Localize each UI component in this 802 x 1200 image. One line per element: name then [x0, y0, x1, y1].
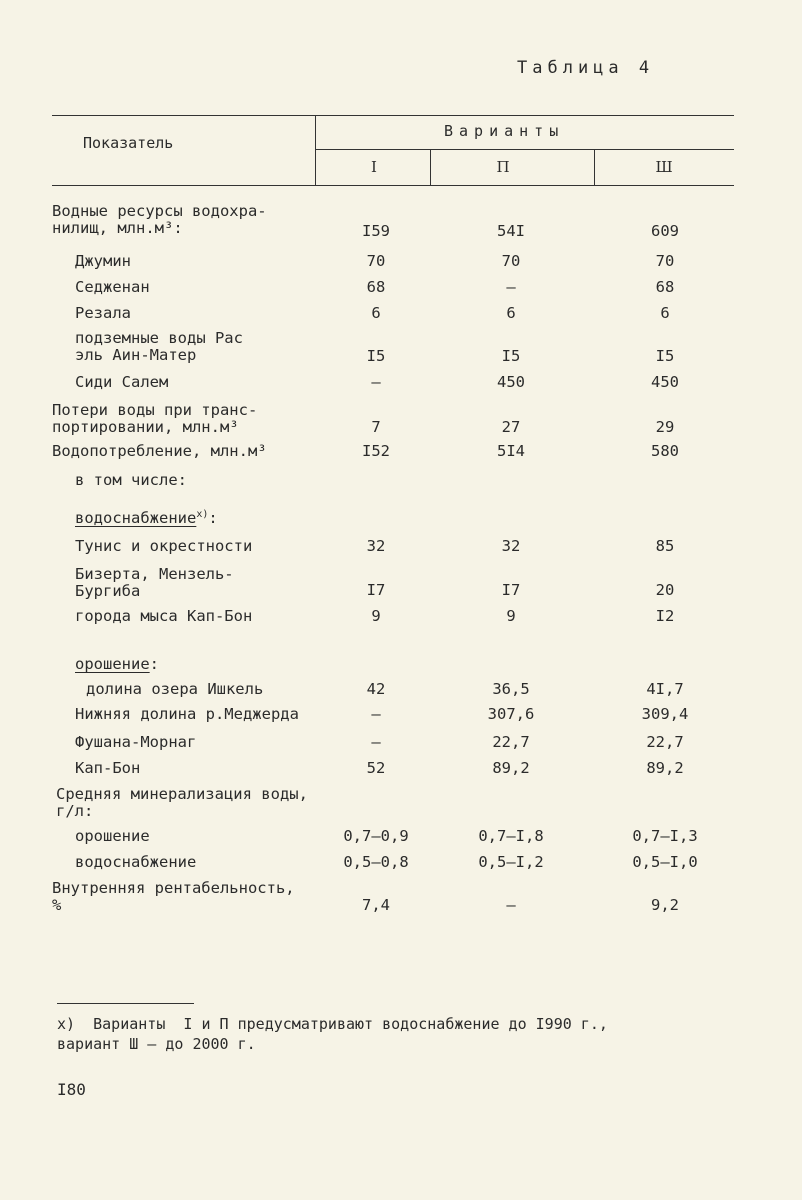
header-col-3: Ш [655, 158, 673, 176]
row-label [75, 760, 140, 777]
row-label-text: Потери воды при транс- портировании, млн.м³ [52, 401, 258, 436]
header-divider-2 [594, 149, 595, 185]
value-variant-1: – [371, 705, 381, 723]
row-label-text: Фушана-Морнаг [75, 733, 197, 751]
header-divider-1 [430, 149, 431, 185]
value-variant-3: 0,7–I,3 [632, 827, 698, 845]
value-variant-3: 20 [655, 581, 675, 599]
row-label [75, 305, 131, 322]
table-top-rule [52, 115, 734, 116]
variants-rule [315, 149, 734, 150]
value-variant-3: 0,5–I,0 [632, 853, 698, 871]
value-variant-2: 0,7–I,8 [478, 827, 544, 845]
row-label-text: в том числе: [75, 471, 187, 489]
value-variant-1: 68 [366, 278, 386, 296]
value-variant-1: 52 [366, 759, 386, 777]
page-number: I80 [57, 1080, 86, 1099]
row-label-colon: : [208, 509, 218, 527]
row-label [86, 681, 263, 698]
value-variant-3: 89,2 [646, 759, 684, 777]
header-bottom-rule [52, 185, 734, 186]
row-label-text: Тунис и окрестности [75, 537, 253, 555]
row-label-text: водоснабжение [75, 509, 197, 527]
value-variant-2: 36,5 [492, 680, 530, 698]
row-label-colon: : [149, 655, 159, 673]
row-label [52, 443, 267, 460]
value-variant-2: I5 [501, 347, 521, 365]
footnote-marker: х) [196, 508, 209, 520]
row-label-text: Нижняя долина р.Меджерда [75, 705, 299, 723]
value-variant-3: 4I,7 [646, 680, 684, 698]
footnote: х) Варианты I и П предусматривают водоснабжение до I990 г., вариант Ш – до 2000 г. [57, 1015, 608, 1053]
row-label-text: подземные воды Рас эль Аин-Матер [75, 329, 243, 364]
row-label [75, 566, 234, 600]
row-label-text: Средняя минерализация воды, г/л: [56, 785, 308, 820]
row-label-text: орошение [75, 655, 150, 673]
value-variant-3: 609 [651, 222, 679, 240]
table-title: Таблица 4 [517, 58, 655, 78]
row-label [75, 706, 299, 723]
value-variant-1: 32 [366, 537, 386, 555]
row-label-text: водоснабжение [75, 853, 197, 871]
row-label [75, 374, 168, 391]
value-variant-2: – [506, 896, 516, 914]
value-variant-1: 6 [371, 304, 381, 322]
value-variant-3: 68 [655, 278, 675, 296]
row-label-text: Сиди Салем [75, 373, 169, 391]
row-label [52, 203, 267, 237]
header-col-2: П [496, 158, 510, 176]
value-variant-2: 32 [501, 537, 521, 555]
row-label [75, 538, 252, 555]
value-variant-3: 29 [655, 418, 675, 436]
value-variant-1: 70 [366, 252, 386, 270]
value-variant-3: 580 [651, 442, 679, 460]
value-variant-2: 27 [501, 418, 521, 436]
value-variant-1: 0,5–0,8 [343, 853, 409, 871]
value-variant-2: 6 [506, 304, 516, 322]
value-variant-1: I7 [366, 581, 386, 599]
value-variant-2: 307,6 [487, 705, 535, 723]
row-label-text: Джумин [75, 252, 131, 270]
row-label [75, 472, 187, 489]
row-label [56, 786, 308, 820]
value-variant-2: 22,7 [492, 733, 530, 751]
row-label-text: Водные ресурсы водохра- нилищ, млн.м³: [52, 202, 267, 237]
row-label [75, 608, 252, 625]
value-variant-1: 9 [371, 607, 381, 625]
row-label-text: Внутренняя рентабельность, % [52, 879, 295, 914]
row-label [75, 330, 243, 364]
value-variant-2: – [506, 278, 516, 296]
row-label [75, 279, 150, 296]
header-variants: Варианты [444, 122, 565, 140]
value-variant-1: 0,7–0,9 [343, 827, 409, 845]
value-variant-2: 54I [497, 222, 525, 240]
value-variant-2: 450 [497, 373, 525, 391]
row-label [75, 854, 196, 871]
value-variant-1: 7 [371, 418, 381, 436]
row-label-text: Резала [75, 304, 131, 322]
row-label-text: Кап-Бон [75, 759, 141, 777]
value-variant-3: I5 [655, 347, 675, 365]
value-variant-1: I52 [362, 442, 390, 460]
footnote-rule [57, 1003, 194, 1004]
value-variant-1: I5 [366, 347, 386, 365]
value-variant-1: 42 [366, 680, 386, 698]
value-variant-2: 0,5–I,2 [478, 853, 544, 871]
value-variant-2: 9 [506, 607, 516, 625]
row-label [52, 880, 295, 914]
row-label-text: Седженан [75, 278, 150, 296]
row-label-text: долина озера Ишкель [86, 680, 264, 698]
header-divider-main [315, 115, 316, 185]
row-label [52, 402, 257, 436]
value-variant-2: I7 [501, 581, 521, 599]
value-variant-1: – [371, 733, 381, 751]
value-variant-2: 5I4 [497, 442, 525, 460]
value-variant-3: 22,7 [646, 733, 684, 751]
value-variant-3: 309,4 [641, 705, 689, 723]
row-label [75, 510, 218, 527]
value-variant-1: – [371, 373, 381, 391]
value-variant-3: I2 [655, 607, 675, 625]
value-variant-3: 9,2 [651, 896, 679, 914]
row-label-text: Водопотребление, млн.м³ [52, 442, 267, 460]
value-variant-3: 70 [655, 252, 675, 270]
row-label-text: города мыса Кап-Бон [75, 607, 253, 625]
row-label-text: Бизерта, Мензель- Бургиба [75, 565, 234, 600]
value-variant-2: 70 [501, 252, 521, 270]
row-label [75, 253, 131, 270]
row-label-text: орошение [75, 827, 150, 845]
value-variant-1: I59 [362, 222, 390, 240]
header-indicator: Показатель [83, 134, 174, 152]
value-variant-2: 89,2 [492, 759, 530, 777]
header-col-1: I [371, 158, 377, 176]
row-label [75, 656, 159, 673]
row-label [75, 828, 150, 845]
value-variant-1: 7,4 [362, 896, 390, 914]
value-variant-3: 6 [660, 304, 670, 322]
row-label [75, 734, 196, 751]
value-variant-3: 450 [651, 373, 679, 391]
value-variant-3: 85 [655, 537, 675, 555]
